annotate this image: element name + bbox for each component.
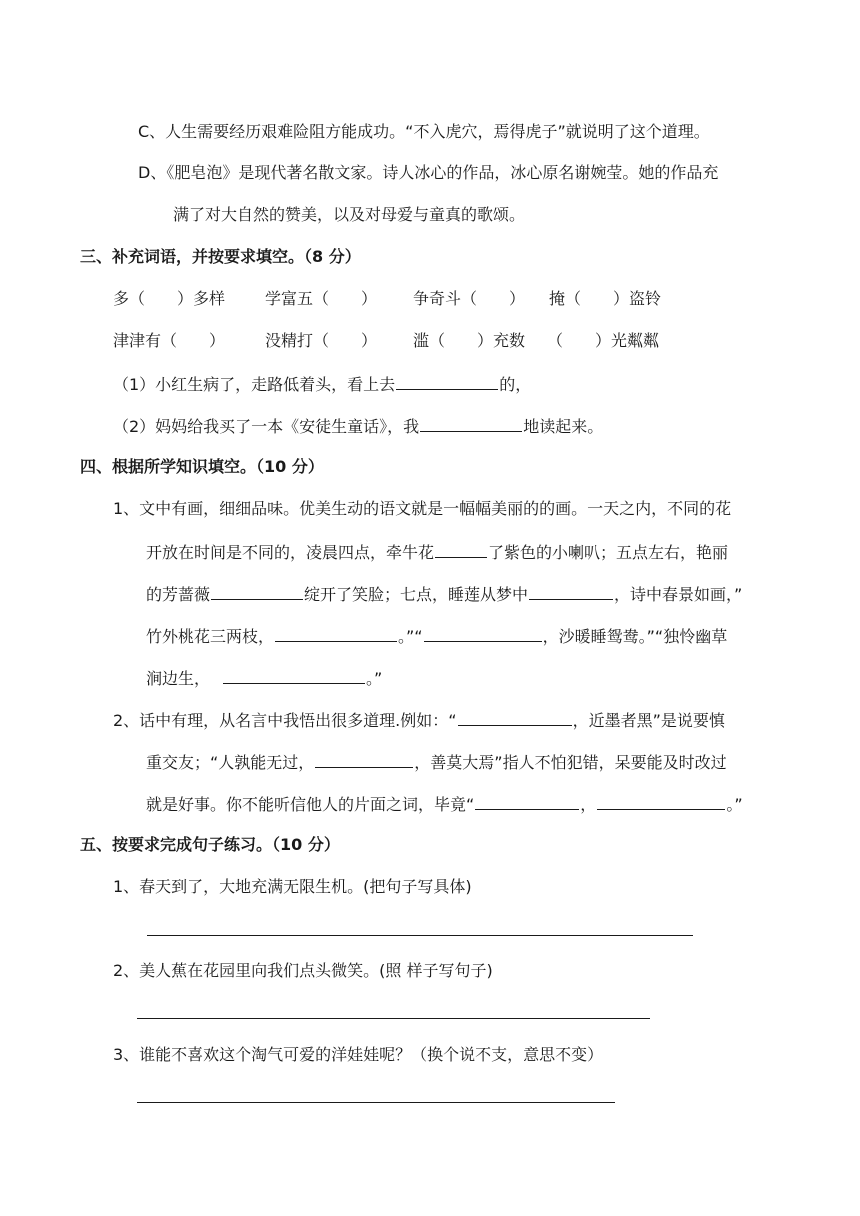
- idiom-row-2: [113, 330, 659, 352]
- text: 。”: [726, 795, 743, 814]
- sec4-p1-line2: [146, 540, 728, 562]
- text: 了紫色的小喇叭；五点左右，艳丽: [488, 543, 729, 562]
- question-text: 地读起来。: [523, 417, 604, 436]
- sec4-p1-line5: [146, 666, 382, 688]
- sec4-p1-line4: [146, 624, 727, 646]
- section-5-heading: 五、按要求完成句子练习。（10 分）: [80, 835, 340, 854]
- answer-blank[interactable]: [275, 624, 397, 642]
- question-text: 的，: [499, 375, 532, 394]
- option-c: C、人生需要经历艰难险阻方能成功。“不入虎穴，焉得虎子”就说明了这个道理。: [138, 122, 710, 141]
- question-text: （2）妈妈给我买了一本《安徒生童话》，我: [113, 417, 420, 436]
- section-4-heading: 四、根据所学知识填空。（10 分）: [80, 457, 324, 476]
- text: 开放在时间是不同的，凌晨四点，牵牛花: [146, 543, 435, 562]
- idiom-item: 滥（ ）充数: [413, 331, 526, 350]
- answer-blank[interactable]: [424, 624, 542, 642]
- text: 。”“: [398, 627, 423, 646]
- text: 绽开了笑脸；七点，睡莲从梦中: [304, 585, 529, 604]
- sec5-question-1: 1、春天到了，大地充满无限生机。(把句子写具体): [113, 877, 472, 896]
- answer-blank[interactable]: [315, 750, 413, 768]
- idiom-item: 掩（ ）盗铃: [549, 289, 662, 308]
- sec4-p2-line3: [146, 792, 743, 814]
- sec4-p2-line1: [113, 708, 725, 730]
- sec3-question-2: [113, 414, 603, 436]
- text: ，沙暖睡鸳鸯。”“独怜幽草: [542, 627, 728, 646]
- text: 。”: [366, 669, 383, 688]
- idiom-item: 学富五（ ）: [265, 289, 378, 308]
- idiom-item: 争奇斗（ ）: [413, 289, 526, 308]
- text: ，善莫大焉”指人不怕犯错，呆要能及时改过: [414, 753, 727, 772]
- sec5-question-2: 2、美人蕉在花园里向我们点头微笑。(照 样子写句子): [113, 961, 493, 980]
- answer-blank[interactable]: [475, 792, 579, 810]
- text: ，: [580, 795, 597, 814]
- option-d-line1: D、《肥皂泡》是现代著名散文家。诗人冰心的作品，冰心原名谢婉莹。她的作品充: [138, 163, 719, 182]
- answer-blank[interactable]: [396, 372, 498, 390]
- text: ，近墨者黑”是说要慎: [572, 711, 725, 730]
- answer-line[interactable]: [137, 1102, 615, 1103]
- idiom-item: 没精打（ ）: [265, 331, 378, 350]
- answer-blank[interactable]: [420, 414, 522, 432]
- text: 竹外桃花三两枝，: [146, 627, 275, 646]
- text: 就是好事。你不能听信他人的片面之词，毕竟“: [146, 795, 475, 814]
- idiom-item: 津津有（ ）: [113, 331, 226, 350]
- answer-blank[interactable]: [529, 582, 613, 600]
- question-text: （1）小红生病了，走路低着头，看上去: [113, 375, 396, 394]
- idiom-item: 多（ ）多样: [113, 289, 226, 308]
- text: 的芳蔷薇: [146, 585, 211, 604]
- text: 重交友；“人孰能无过，: [146, 753, 315, 772]
- sec4-p1-line1: 1、文中有画，细细品味。优美生动的语文就是一幅幅美丽的的画。一天之内，不同的花: [113, 499, 732, 518]
- answer-line[interactable]: [147, 935, 693, 936]
- answer-blank[interactable]: [223, 666, 365, 684]
- sec4-p2-line2: [146, 750, 727, 772]
- text: 涧边生，: [146, 669, 211, 688]
- answer-blank[interactable]: [211, 582, 303, 600]
- answer-blank[interactable]: [597, 792, 725, 810]
- idiom-item: （ ）光粼粼: [547, 331, 660, 350]
- answer-blank[interactable]: [435, 540, 487, 558]
- text: ，诗中春景如画，”: [614, 585, 743, 604]
- section-3-heading: 三、补充词语，并按要求填空。（8 分）: [80, 247, 361, 266]
- idiom-row-1: [113, 288, 661, 310]
- answer-line[interactable]: [137, 1018, 650, 1019]
- sec4-p1-line3: [146, 582, 742, 604]
- text: 2、话中有理，从名言中我悟出很多道理.例如：“: [113, 711, 457, 730]
- sec5-question-3: 3、谁能不喜欢这个淘气可爱的洋娃娃呢？（换个说不支，意思不变）: [113, 1045, 604, 1064]
- option-d-line2: 满了对大自然的赞美，以及对母爱与童真的歌颂。: [173, 205, 526, 224]
- sec3-question-1: [113, 372, 531, 394]
- answer-blank[interactable]: [458, 708, 572, 726]
